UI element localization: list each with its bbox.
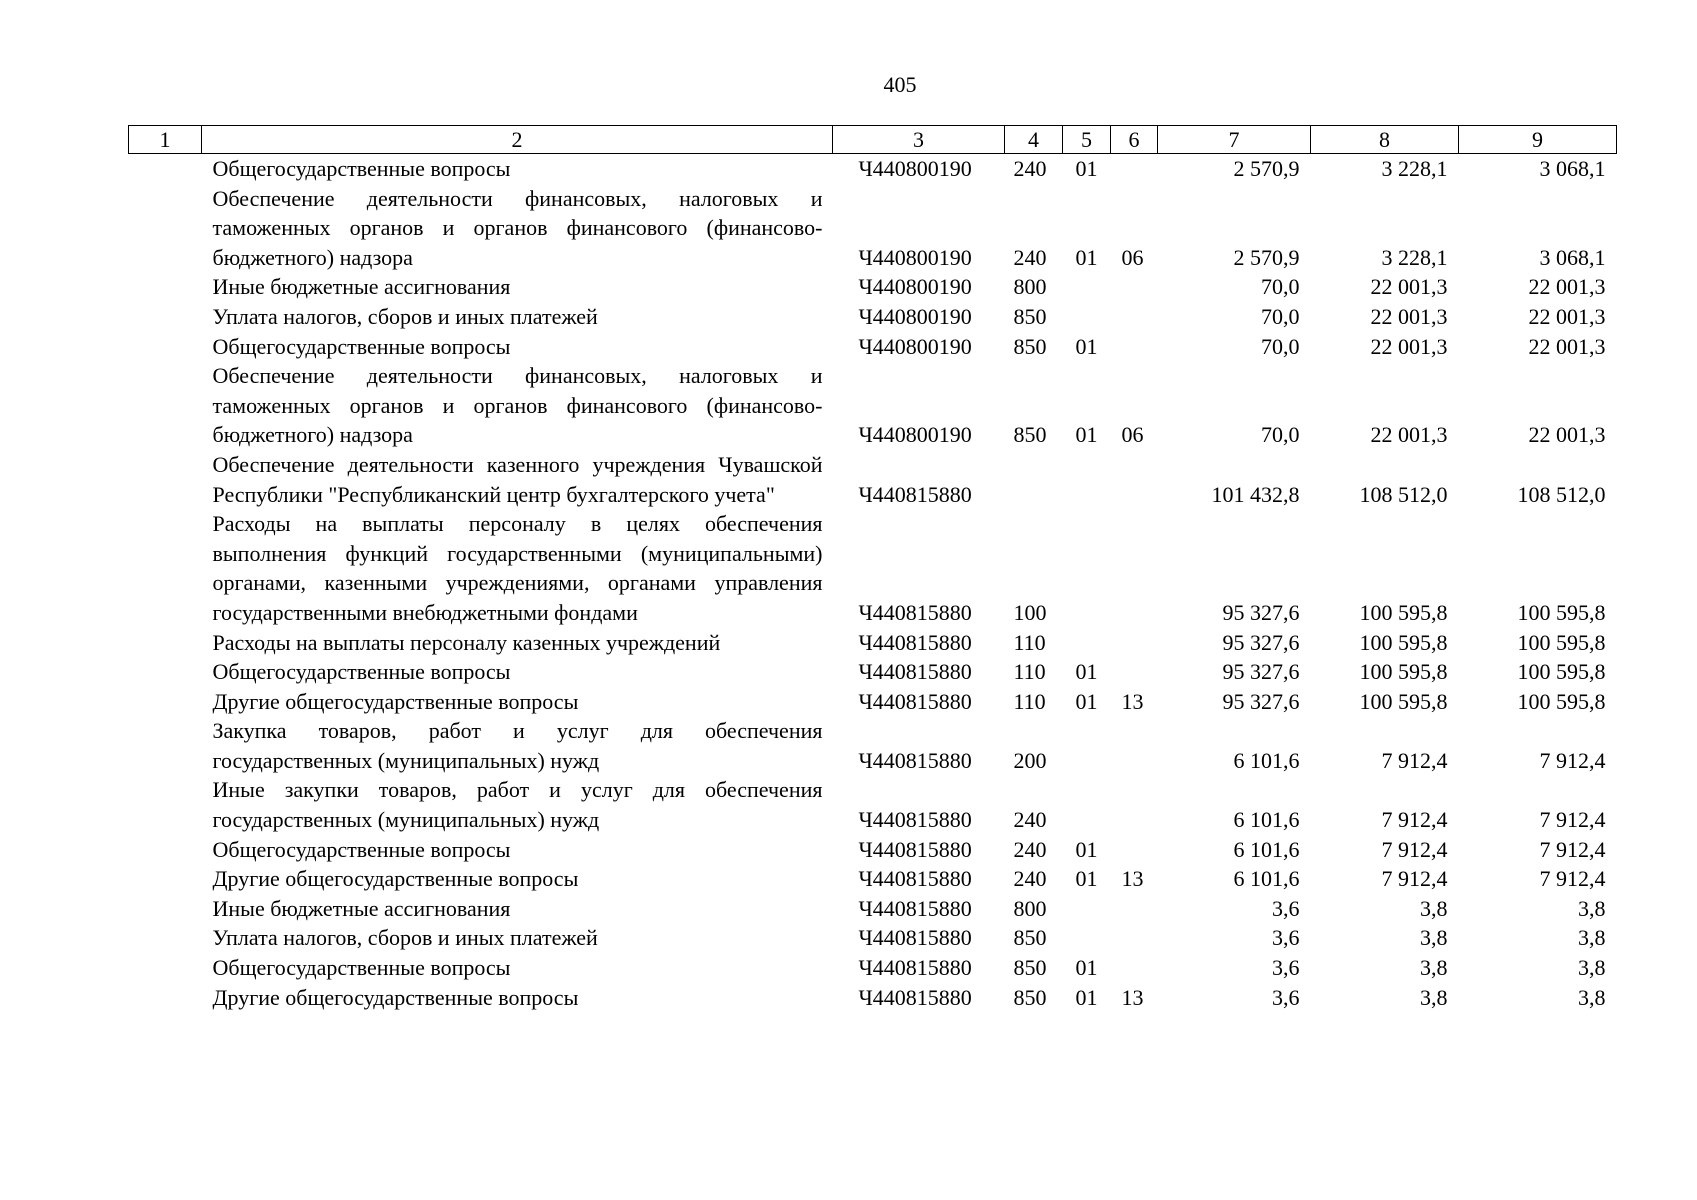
header-cell: 8: [1311, 126, 1459, 154]
row-value-9-cell: 3 068,1: [1539, 156, 1606, 181]
row-value-9-cell: 7 912,4: [1539, 866, 1606, 892]
row-code-cell: Ч440800190: [858, 244, 972, 270]
row-value-8-cell: 100 595,8: [1359, 688, 1448, 714]
table-row: [129, 628, 1617, 658]
row-spacer-cell: [129, 509, 202, 627]
row-value-7-cell: 3,6: [1272, 925, 1300, 951]
row-value-7-cell: 95 327,6: [1222, 629, 1300, 655]
table-row: [129, 687, 1617, 717]
row-pr-cell: [1111, 953, 1158, 983]
header-cell: 5: [1063, 126, 1111, 154]
row-vr-cell: 850: [1013, 422, 1047, 448]
row-name-cell: Уплата налогов, сборов и иных платежей: [212, 925, 598, 951]
row-code-cell: Ч440815880: [858, 629, 972, 655]
row-vr-cell: 240: [1013, 807, 1047, 833]
row-value-7-cell: 6 101,6: [1233, 807, 1300, 833]
row-pr-cell: [1111, 154, 1158, 184]
row-code-cell: Ч440815880: [858, 807, 972, 833]
row-value-7-cell: 2 570,9: [1233, 244, 1300, 270]
row-pr-cell: [1111, 657, 1158, 687]
row-value-8-cell: 22 001,3: [1370, 333, 1448, 359]
row-pr-cell: [1111, 923, 1158, 953]
row-value-7-cell: 70,0: [1261, 333, 1300, 359]
row-code-cell: Ч440815880: [858, 659, 972, 685]
row-code-cell: Ч440815880: [858, 599, 972, 625]
row-name-cell: Общегосударственные вопросы: [212, 156, 511, 181]
table-row: [129, 272, 1617, 302]
row-spacer-cell: [129, 272, 202, 302]
row-vr-cell: 240: [1013, 866, 1047, 892]
row-vr-cell: 800: [1013, 274, 1047, 300]
row-name-cell: Общегосударственные вопросы: [212, 333, 511, 359]
row-value-9-cell: 22 001,3: [1528, 274, 1606, 300]
table-row: [129, 894, 1617, 924]
row-name-cell: Уплата налогов, сборов и иных платежей: [212, 303, 598, 329]
row-spacer-cell: [129, 835, 202, 865]
row-name-cell: Общегосударственные вопросы: [212, 836, 511, 862]
table-row: [129, 361, 1617, 450]
row-name-cell: Обеспечение деятельности финансовых, налоговых и таможенных органов и органов финансового (финансово-бюджетного) надзора: [212, 363, 823, 448]
page-number: 405: [883, 72, 917, 97]
row-vr-cell: 110: [1013, 688, 1046, 714]
row-rz-cell: 01: [1075, 156, 1098, 181]
row-pr-cell: [1111, 628, 1158, 658]
row-code-cell: Ч440800190: [858, 333, 972, 359]
row-code-cell: Ч440800190: [858, 303, 972, 329]
row-spacer-cell: [129, 923, 202, 953]
row-value-7-cell: 95 327,6: [1222, 659, 1300, 685]
row-value-8-cell: 3,8: [1420, 984, 1448, 1010]
row-value-8-cell: 7 912,4: [1381, 807, 1448, 833]
row-vr-cell: 100: [1013, 599, 1047, 625]
row-pr-cell: 06: [1121, 422, 1144, 448]
row-pr-cell: 13: [1121, 866, 1144, 892]
row-rz-cell: [1063, 775, 1111, 834]
row-spacer-cell: [129, 154, 202, 184]
row-value-7-cell: 3,6: [1272, 984, 1300, 1010]
row-rz-cell: [1063, 450, 1111, 509]
row-value-8-cell: 3,8: [1420, 895, 1448, 921]
row-vr-cell: 850: [1013, 303, 1047, 329]
row-value-8-cell: 22 001,3: [1370, 422, 1448, 448]
row-value-9-cell: 22 001,3: [1528, 422, 1606, 448]
row-vr-cell: 200: [1013, 747, 1047, 773]
row-value-9-cell: 3,8: [1578, 925, 1606, 951]
table-row: [129, 953, 1617, 983]
row-value-7-cell: 3,6: [1272, 895, 1300, 921]
header-cell: 7: [1158, 126, 1311, 154]
row-code-cell: Ч440815880: [858, 866, 972, 892]
row-pr-cell: [1111, 272, 1158, 302]
table-row: [129, 657, 1617, 687]
row-code-cell: Ч440800190: [858, 156, 972, 181]
row-value-7-cell: 2 570,9: [1233, 156, 1300, 181]
table-row: [129, 332, 1617, 362]
row-name-cell: Общегосударственные вопросы: [212, 955, 511, 981]
row-value-8-cell: 22 001,3: [1370, 303, 1448, 329]
row-spacer-cell: [129, 332, 202, 362]
table-row: [129, 184, 1617, 273]
row-pr-cell: [1111, 835, 1158, 865]
row-value-7-cell: 6 101,6: [1233, 866, 1300, 892]
row-value-7-cell: 95 327,6: [1222, 688, 1300, 714]
row-pr-cell: 13: [1121, 984, 1144, 1010]
row-rz-cell: 01: [1075, 333, 1098, 359]
row-spacer-cell: [129, 983, 202, 1013]
table-row: [129, 302, 1617, 332]
header-cell: 4: [1005, 126, 1063, 154]
row-value-9-cell: 108 512,0: [1517, 481, 1606, 507]
row-name-cell: Расходы на выплаты персоналу казенных учреждений: [212, 629, 721, 655]
table-row: [129, 864, 1617, 894]
row-spacer-cell: [129, 657, 202, 687]
row-name-cell: Другие общегосударственные вопросы: [212, 984, 579, 1010]
row-value-9-cell: 100 595,8: [1517, 599, 1606, 625]
row-value-7-cell: 70,0: [1261, 274, 1300, 300]
row-pr-cell: [1111, 332, 1158, 362]
row-vr-cell: 850: [1013, 955, 1047, 981]
row-spacer-cell: [129, 894, 202, 924]
row-value-7-cell: 70,0: [1261, 303, 1300, 329]
row-name-cell: Другие общегосударственные вопросы: [212, 688, 579, 714]
row-spacer-cell: [129, 953, 202, 983]
row-value-9-cell: 22 001,3: [1528, 303, 1606, 329]
row-name-cell: Обеспечение деятельности финансовых, налоговых и таможенных органов и органов финансового (финансово-бюджетного) надзора: [212, 185, 823, 270]
row-name-cell: Общегосударственные вопросы: [212, 659, 511, 685]
row-value-8-cell: 7 912,4: [1381, 747, 1448, 773]
row-code-cell: Ч440800190: [858, 422, 972, 448]
row-code-cell: Ч440815880: [858, 481, 972, 507]
table-row: [129, 775, 1617, 834]
row-vr-cell: 240: [1013, 156, 1047, 181]
row-value-7-cell: 6 101,6: [1233, 747, 1300, 773]
row-name-cell: Иные бюджетные ассигнования: [212, 895, 511, 921]
row-spacer-cell: [129, 302, 202, 332]
table-row: [129, 983, 1617, 1013]
header-cell: 6: [1111, 126, 1158, 154]
row-value-9-cell: 7 912,4: [1539, 807, 1606, 833]
row-spacer-cell: [129, 687, 202, 717]
row-value-9-cell: 7 912,4: [1539, 747, 1606, 773]
row-vr-cell: 240: [1013, 836, 1047, 862]
table-row: [129, 923, 1617, 953]
budget-table: [128, 125, 1617, 1012]
row-code-cell: Ч440815880: [858, 688, 972, 714]
row-value-9-cell: 3,8: [1578, 895, 1606, 921]
row-vr-cell: 800: [1013, 895, 1047, 921]
row-rz-cell: 01: [1075, 866, 1098, 892]
row-pr-cell: [1111, 509, 1158, 627]
row-code-cell: Ч440815880: [858, 895, 972, 921]
row-value-8-cell: 100 595,8: [1359, 599, 1448, 625]
row-value-8-cell: 3 228,1: [1381, 156, 1448, 181]
row-spacer-cell: [129, 361, 202, 450]
row-value-8-cell: 7 912,4: [1381, 836, 1448, 862]
row-value-7-cell: 95 327,6: [1222, 599, 1300, 625]
row-value-8-cell: 3 228,1: [1381, 244, 1448, 270]
row-code-cell: Ч440800190: [858, 274, 972, 300]
row-rz-cell: 01: [1075, 422, 1098, 448]
row-rz-cell: 01: [1075, 955, 1098, 981]
row-pr-cell: 13: [1121, 688, 1144, 714]
row-rz-cell: [1063, 923, 1111, 953]
row-value-7-cell: 3,6: [1272, 955, 1300, 981]
header-cell: 9: [1459, 126, 1617, 154]
row-vr-cell: 110: [1013, 629, 1046, 655]
table-row: [129, 509, 1617, 627]
table-row: [129, 835, 1617, 865]
row-value-9-cell: 100 595,8: [1517, 659, 1606, 685]
row-spacer-cell: [129, 864, 202, 894]
row-vr-cell: 850: [1013, 333, 1047, 359]
row-rz-cell: [1063, 272, 1111, 302]
row-rz-cell: [1063, 509, 1111, 627]
row-spacer-cell: [129, 184, 202, 273]
row-vr-cell: 110: [1013, 659, 1046, 685]
row-code-cell: Ч440815880: [858, 984, 972, 1010]
row-name-cell: Иные бюджетные ассигнования: [212, 274, 511, 300]
table-row: [129, 154, 1617, 184]
row-rz-cell: 01: [1075, 836, 1098, 862]
row-pr-cell: 06: [1121, 244, 1144, 270]
row-vr-cell: 850: [1013, 984, 1047, 1010]
row-pr-cell: [1111, 450, 1158, 509]
row-value-9-cell: 3,8: [1578, 955, 1606, 981]
row-code-cell: Ч440815880: [858, 747, 972, 773]
row-spacer-cell: [129, 628, 202, 658]
row-value-9-cell: 3 068,1: [1539, 244, 1606, 270]
header-cell: 3: [833, 126, 1005, 154]
row-rz-cell: 01: [1075, 659, 1098, 685]
header-cell: 2: [202, 126, 833, 154]
table-header-row: [129, 126, 1617, 154]
row-name-cell: Закупка товаров, работ и услуг для обеспечения государственных (муниципальных) нужд: [212, 718, 823, 773]
row-vr-cell: 850: [1013, 925, 1047, 951]
row-value-8-cell: 108 512,0: [1359, 481, 1448, 507]
row-vr-cell: 240: [1013, 244, 1047, 270]
row-rz-cell: [1063, 894, 1111, 924]
row-value-9-cell: 22 001,3: [1528, 333, 1606, 359]
row-rz-cell: 01: [1075, 984, 1098, 1010]
row-rz-cell: [1063, 716, 1111, 775]
row-value-8-cell: 100 595,8: [1359, 659, 1448, 685]
table-row: [129, 450, 1617, 509]
row-pr-cell: [1111, 894, 1158, 924]
row-value-8-cell: 7 912,4: [1381, 866, 1448, 892]
row-value-7-cell: 6 101,6: [1233, 836, 1300, 862]
row-rz-cell: [1063, 302, 1111, 332]
row-name-cell: Иные закупки товаров, работ и услуг для обеспечения государственных (муниципальных) нужд: [212, 777, 823, 833]
row-rz-cell: [1063, 628, 1111, 658]
row-value-9-cell: 100 595,8: [1517, 688, 1606, 714]
row-value-9-cell: 7 912,4: [1539, 836, 1606, 862]
row-value-8-cell: 3,8: [1420, 925, 1448, 951]
row-pr-cell: [1111, 716, 1158, 775]
row-rz-cell: 01: [1075, 688, 1098, 714]
row-spacer-cell: [129, 450, 202, 509]
row-code-cell: Ч440815880: [858, 925, 972, 951]
row-pr-cell: [1111, 302, 1158, 332]
row-spacer-cell: [129, 716, 202, 775]
row-vr-cell: [1005, 450, 1063, 509]
row-name-cell: Другие общегосударственные вопросы: [212, 866, 579, 892]
header-cell: 1: [129, 126, 202, 154]
row-pr-cell: [1111, 775, 1158, 834]
row-value-7-cell: 101 432,8: [1211, 481, 1300, 507]
row-code-cell: Ч440815880: [858, 836, 972, 862]
table-row: [129, 716, 1617, 775]
row-value-8-cell: 100 595,8: [1359, 629, 1448, 655]
row-name-cell: Расходы на выплаты персоналу в целях обеспечения выполнения функций государственными (муниципальными) органами, казенными учреждениями, органами управления государственными внебюджетными фондами: [212, 511, 823, 625]
row-code-cell: Ч440815880: [858, 955, 972, 981]
row-rz-cell: 01: [1075, 244, 1098, 270]
row-value-9-cell: 100 595,8: [1517, 629, 1606, 655]
row-value-7-cell: 70,0: [1261, 422, 1300, 448]
row-value-9-cell: 3,8: [1578, 984, 1606, 1010]
row-value-8-cell: 3,8: [1420, 955, 1448, 981]
row-name-cell: Обеспечение деятельности казенного учреждения Чувашской Республики "Республиканский центр бухгалтерского учета": [212, 451, 823, 507]
row-value-8-cell: 22 001,3: [1370, 274, 1448, 300]
row-spacer-cell: [129, 775, 202, 834]
